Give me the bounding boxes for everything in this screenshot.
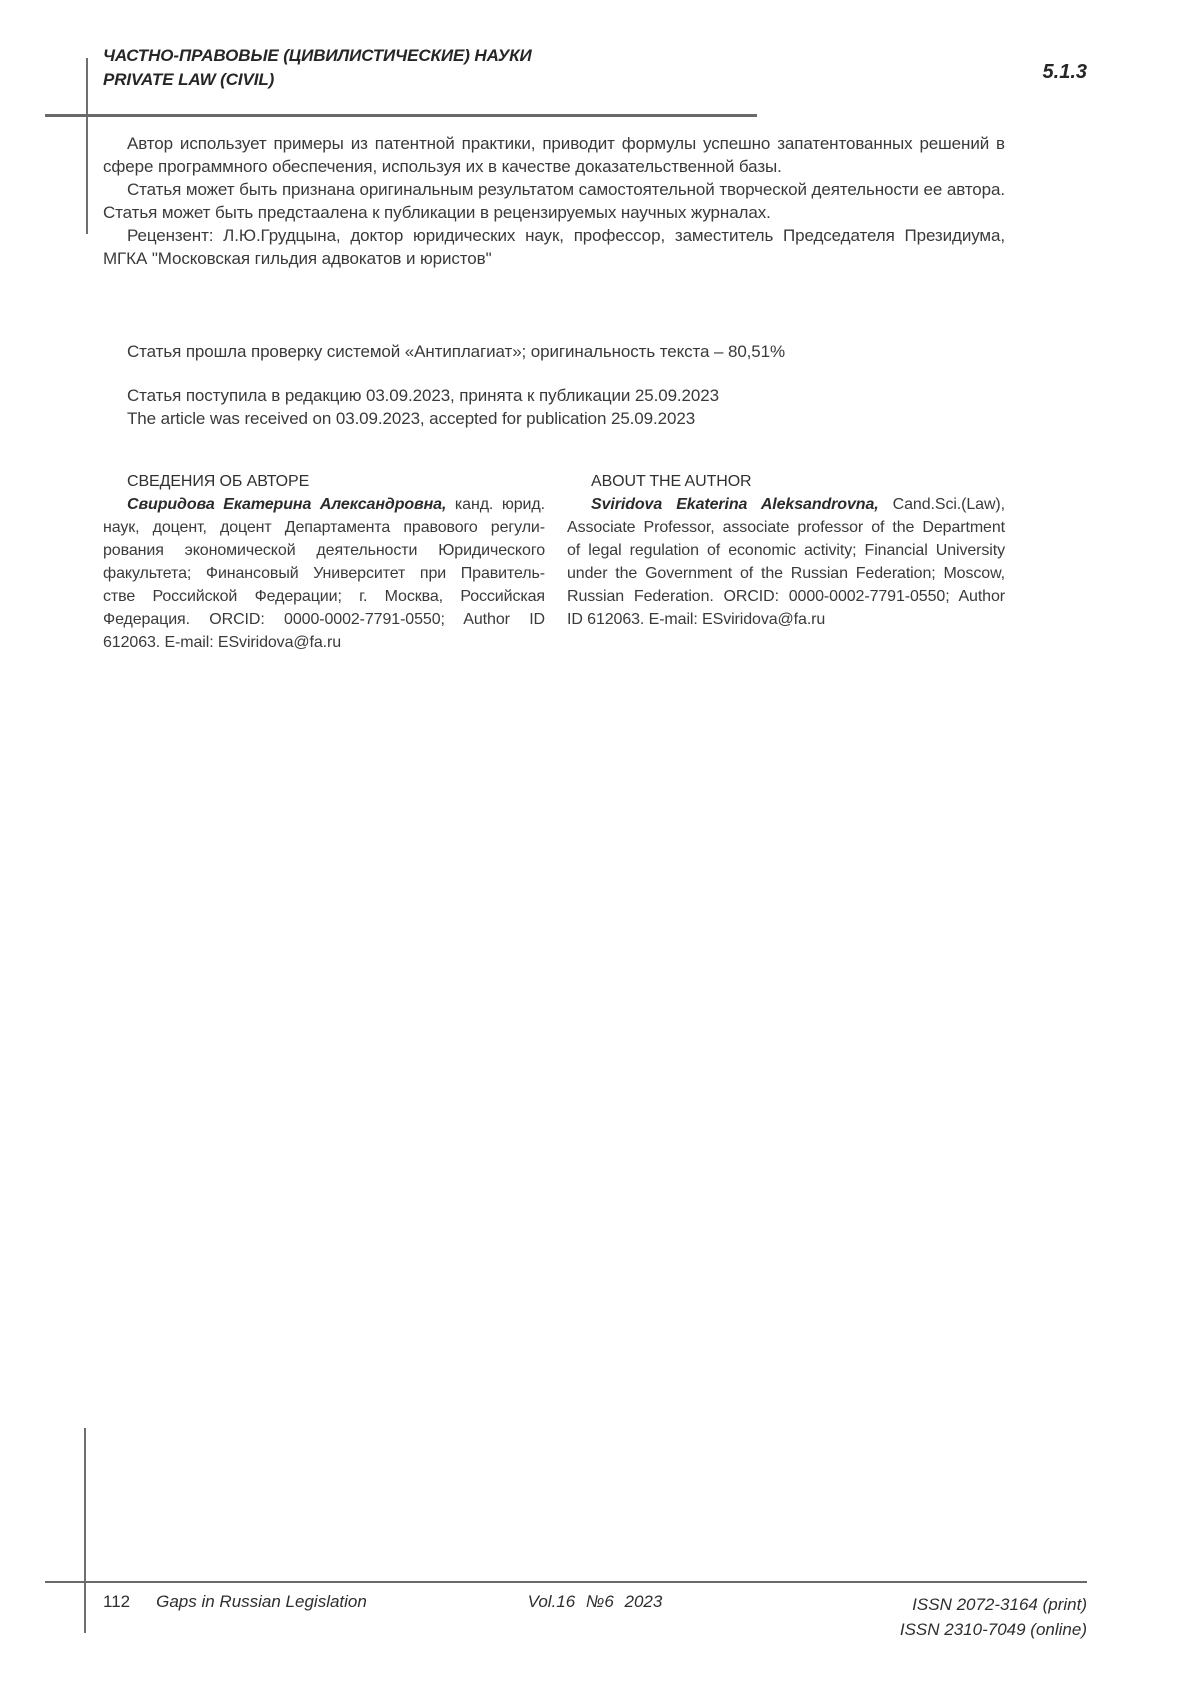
received-dates: [103, 384, 1005, 430]
issn-online: ISSN 2310-7049 (online): [899, 1620, 1087, 1639]
paragraph-line: Статья может быть предстаалена к публикации в рецензируемых научных журналах.: [103, 203, 771, 222]
antiplagiat-line: Статья прошла проверку системой «Антиплагиат»; оригинальность текста – 80,51%: [127, 342, 786, 361]
about-heading-en: ABOUT THE AUTHOR: [591, 473, 752, 490]
author-line: [567, 493, 1005, 516]
rubric-en: PRIVATE LAW (CIVIL): [103, 70, 275, 89]
author-line: 612063. E-mail: ESviridova@fa.ru: [103, 634, 342, 651]
page-number: 112: [103, 1592, 131, 1611]
about-heading-ru: СВЕДЕНИЯ ОБ АВТОРЕ: [127, 473, 310, 490]
author-line: of legal regulation of economic activity; Financial University: [567, 542, 1005, 559]
received-line-ru: Статья поступила в редакцию 03.09.2023, принята к публикации 25.09.2023: [127, 386, 719, 405]
author-line: under the Government of the Russian Federation; Moscow,: [567, 565, 1005, 582]
paragraph-line: Статья может быть признана оригинальным результатом самостоятельной творческой деятельности ее автора.: [127, 180, 1005, 199]
journal-title: Gaps in Russian Legislation: [156, 1592, 367, 1611]
paragraph-line: Автор использует примеры из патентной практики, приводит формулы успешно запатентованных решений в: [127, 134, 1005, 153]
rubric-ru: ЧАСТНО-ПРАВОВЫЕ (ЦИВИЛИСТИЧЕСКИЕ) НАУКИ: [103, 46, 532, 65]
author-line: ID 612063. E-mail: ESviridova@fa.ru: [567, 611, 826, 628]
header-rule: [45, 114, 757, 117]
author-line: Федерация. ORCID: 0000-0002-7791-0550; Author ID: [103, 611, 545, 628]
paragraph-line: МГКА "Московская гильдия адвокатов и юристов": [103, 249, 492, 268]
about-author-en: [567, 470, 1005, 654]
author-line: наук, доцент, доцент Департамента правового регули-: [103, 519, 545, 536]
author-line: [103, 493, 545, 516]
author-name-ru: Свиридова Екатерина Александровна,: [127, 496, 447, 513]
margin-line-bottom: [84, 1428, 86, 1633]
paragraph-line: сфере программного обеспечения, используя их в качестве доказательственной базы.: [103, 157, 782, 176]
author-line: Associate Professor, associate professor of the Department: [567, 519, 1005, 536]
running-header: [103, 44, 1087, 92]
author-line-rest-ru: канд. юрид.: [446, 496, 545, 513]
author-line: рования экономической деятельности Юридического: [103, 542, 545, 559]
section-code: 5.1.3: [1042, 61, 1087, 83]
author-line: Russian Federation. ORCID: 0000-0002-7791-0550; Author: [567, 588, 1005, 605]
paragraph-line: Рецензент: Л.Ю.Грудцына, доктор юридических наук, профессор, заместитель Председателя Президиума,: [127, 226, 1005, 245]
footer-issn: [900, 1592, 1087, 1642]
author-line: факультета; Финансовый Университет при Правитель-: [103, 565, 545, 582]
about-author-ru: [103, 470, 545, 654]
author-line-rest-en: Cand.Sci.(Law),: [878, 496, 1005, 513]
issn-print: ISSN 2072-3164 (print): [912, 1595, 1087, 1614]
author-line: стве Российской Федерации; г. Москва, Российская: [103, 588, 545, 605]
volume-issue: Vol.16 №6 2023: [527, 1592, 663, 1611]
author-name-en: Sviridova Ekaterina Aleksandrovna,: [591, 496, 879, 513]
received-line-en: The article was received on 03.09.2023, accepted for publication 25.09.2023: [127, 409, 696, 428]
margin-line-top: [86, 58, 88, 234]
antiplagiat-note: [103, 340, 1005, 363]
author-info-columns: [103, 470, 1005, 654]
footer-rule: [45, 1581, 1087, 1583]
annotation-text: [103, 132, 1005, 270]
rubric-block: [103, 44, 1087, 92]
